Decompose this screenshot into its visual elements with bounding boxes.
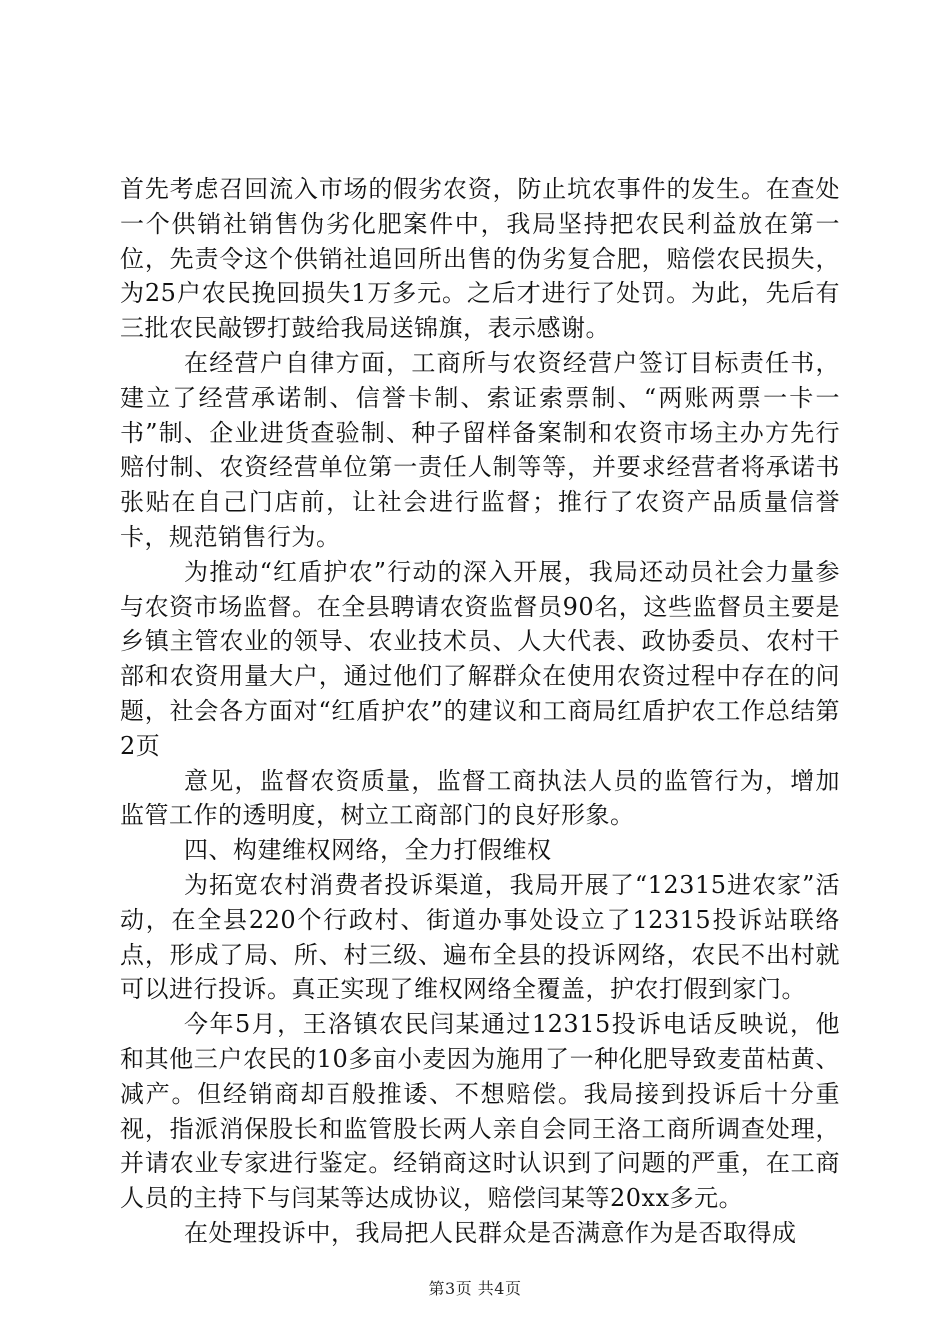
document-body (120, 172, 840, 1251)
paragraph-6: 今年5月，王洛镇农民闫某通过12315投诉电话反映说，他和其他三户农民的10多亩小麦因为施用了一种化肥导致麦苗枯黄、减产。但经销商却百般推诿、不想赔偿。我局接到投诉后十分重视，指派消保股长和监管股长两人亲自会同王洛工商所调查处理，并请农业专家进行鉴定。经销商这时认识到了问题的严重，在工商人员的主持下与闫某等达成协议，赔偿闫某等20xx多元。 (120, 1010, 840, 1213)
page-footer: 第3页 共4页 (428, 1279, 522, 1298)
paragraph-7: 在处理投诉中，我局把人民群众是否满意作为是否取得成 (184, 1218, 797, 1247)
paragraph-2: 在经营户自律方面，工商所与农资经营户签订目标责任书，建立了经营承诺制、信誉卡制、索证索票制、“两账两票一卡一书”制、企业进货查验制、种子留样备案制和农资市场主办方先行赔付制、农资经营单位第一责任人制等等，并要求经营者将承诺书张贴在自己门店前，让社会进行监督；推行了农资产品质量信誉卡，规范销售行为。 (120, 348, 840, 551)
paragraph-1: 首先考虑召回流入市场的假劣农资，防止坑农事件的发生。在查处一个供销社销售伪劣化肥案件中，我局坚持把农民利益放在第一位，先责令这个供销社追回所出售的伪劣复合肥，赔偿农民损失，为25户农民挽回损失1万多元。之后才进行了处罚。为此，先后有三批农民敲锣打鼓给我局送锦旗，表示感谢。 (120, 175, 840, 343)
paragraph-3: 为推动“红盾护农”行动的深入开展，我局还动员社会力量参与农资市场监督。在全县聘请农资监督员90名，这些监督员主要是乡镇主管农业的领导、农业技术员、人大代表、政协委员、农村干部和农资用量大户，通过他们了解群众在使用农资过程中存在的问题，社会各方面对“红盾护农”的建议和工商局红盾护农工作总结第2页 (120, 557, 840, 760)
section-heading: 四、构建维权网络，全力打假维权 (184, 836, 552, 865)
paragraph-4: 意见，监督农资质量，监督工商执法人员的监管行为，增加监管工作的透明度，树立工商部门的良好形象。 (120, 766, 840, 830)
paragraph-5: 为拓宽农村消费者投诉渠道，我局开展了“12315进农家”活动，在全县220个行政村、街道办事处设立了12315投诉站联络点，形成了局、所、村三级、遍布全县的投诉网络，农民不出村就可以进行投诉。真正实现了维权网络全覆盖，护农打假到家门。 (120, 870, 840, 1004)
